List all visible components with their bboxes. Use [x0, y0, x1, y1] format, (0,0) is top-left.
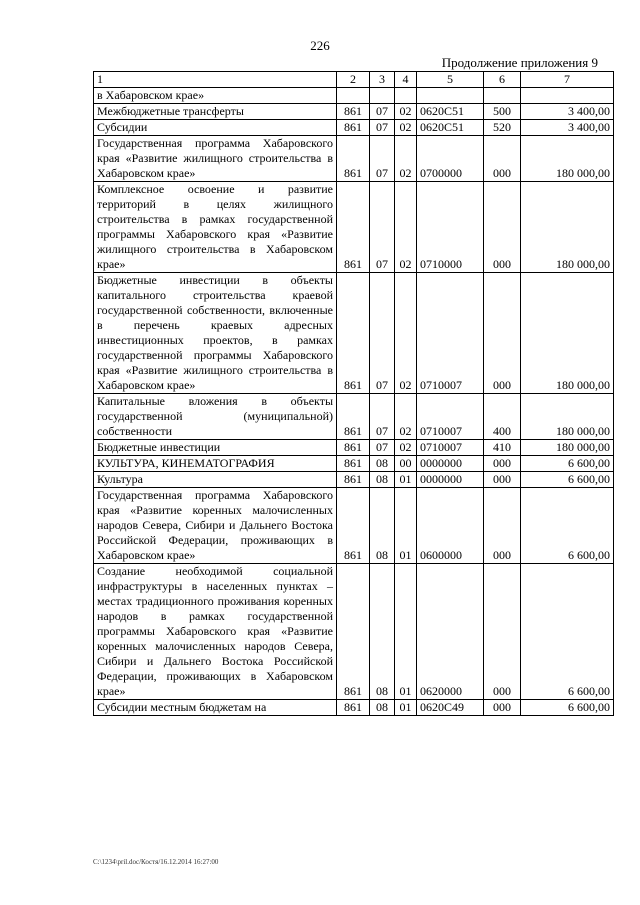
table-row [94, 564, 614, 700]
cell-expense-type: 520 [484, 120, 521, 136]
cell-target-article: 0700000 [417, 136, 484, 182]
cell-section [370, 88, 395, 104]
cell-subsection: 02 [395, 136, 417, 182]
cell-admin-code: 861 [337, 456, 370, 472]
cell-amount [521, 88, 614, 104]
header-cell: 4 [395, 72, 417, 88]
cell-target-article: 0710007 [417, 440, 484, 456]
cell-admin-code: 861 [337, 440, 370, 456]
page-number: 226 [310, 38, 330, 53]
table-row [94, 488, 614, 564]
cell-target-article: 0620000 [417, 564, 484, 700]
cell-subsection: 02 [395, 120, 417, 136]
cell-amount: 180 000,00 [521, 440, 614, 456]
table-row [94, 88, 614, 104]
table-row [94, 182, 614, 273]
cell-expense-type: 000 [484, 456, 521, 472]
cell-section: 07 [370, 182, 395, 273]
cell-target-article: 0710000 [417, 182, 484, 273]
cell-admin-code: 861 [337, 564, 370, 700]
cell-section: 08 [370, 700, 395, 716]
cell-expense-type: 000 [484, 488, 521, 564]
cell-section: 08 [370, 456, 395, 472]
cell-admin-code: 861 [337, 120, 370, 136]
cell-target-article [417, 88, 484, 104]
header-cell: 5 [417, 72, 484, 88]
table-row [94, 700, 614, 716]
cell-admin-code: 861 [337, 394, 370, 440]
cell-admin-code [337, 88, 370, 104]
row-description: Бюджетные инвестиции в объекты капитального строительства краевой государственной собственности, включенные в перечень краевых адресных инвестиционных проектов, в рамках государственной программы Хабаровского края «Развитие жилищного строительства в Хабаровском крае» [94, 273, 337, 394]
table-row [94, 273, 614, 394]
cell-expense-type: 000 [484, 472, 521, 488]
row-description: КУЛЬТУРА, КИНЕМАТОГРАФИЯ [94, 456, 337, 472]
cell-subsection: 02 [395, 273, 417, 394]
cell-expense-type: 500 [484, 104, 521, 120]
row-description: Капитальные вложения в объекты государственной (муниципальной) собственности [94, 394, 337, 440]
cell-subsection: 02 [395, 440, 417, 456]
header-cell: 1 [94, 72, 337, 88]
cell-amount: 6 600,00 [521, 700, 614, 716]
cell-target-article: 0000000 [417, 472, 484, 488]
cell-expense-type: 000 [484, 700, 521, 716]
cell-expense-type: 000 [484, 182, 521, 273]
cell-section: 07 [370, 104, 395, 120]
cell-target-article: 0000000 [417, 456, 484, 472]
cell-subsection: 02 [395, 394, 417, 440]
cell-target-article: 0710007 [417, 273, 484, 394]
cell-subsection: 02 [395, 182, 417, 273]
header-cell: 7 [521, 72, 614, 88]
row-description: Субсидии местным бюджетам на [94, 700, 337, 716]
cell-expense-type: 000 [484, 564, 521, 700]
row-description: Государственная программа Хабаровского края «Развитие жилищного строительства в Хабаровском крае» [94, 136, 337, 182]
cell-subsection: 00 [395, 456, 417, 472]
cell-subsection: 02 [395, 104, 417, 120]
row-description: в Хабаровском крае» [94, 88, 337, 104]
cell-expense-type: 000 [484, 273, 521, 394]
cell-target-article: 0600000 [417, 488, 484, 564]
header-cell: 2 [337, 72, 370, 88]
cell-section: 08 [370, 564, 395, 700]
header-cell: 3 [370, 72, 395, 88]
cell-target-article: 0620С51 [417, 120, 484, 136]
cell-amount: 6 600,00 [521, 488, 614, 564]
cell-expense-type: 000 [484, 136, 521, 182]
cell-admin-code: 861 [337, 182, 370, 273]
table-row [94, 136, 614, 182]
row-description: Бюджетные инвестиции [94, 440, 337, 456]
cell-admin-code: 861 [337, 136, 370, 182]
cell-section: 08 [370, 472, 395, 488]
table-row [94, 104, 614, 120]
cell-amount: 6 600,00 [521, 456, 614, 472]
cell-target-article: 0620С51 [417, 104, 484, 120]
cell-admin-code: 861 [337, 472, 370, 488]
row-description: Культура [94, 472, 337, 488]
cell-subsection: 01 [395, 564, 417, 700]
cell-expense-type: 410 [484, 440, 521, 456]
row-description: Субсидии [94, 120, 337, 136]
cell-section: 07 [370, 120, 395, 136]
cell-amount: 180 000,00 [521, 394, 614, 440]
cell-admin-code: 861 [337, 488, 370, 564]
cell-section: 07 [370, 136, 395, 182]
table-row [94, 456, 614, 472]
budget-table [93, 71, 614, 716]
cell-expense-type: 400 [484, 394, 521, 440]
cell-amount: 3 400,00 [521, 120, 614, 136]
cell-section: 07 [370, 440, 395, 456]
header-cell: 6 [484, 72, 521, 88]
row-description: Создание необходимой социальной инфраструктуры в населенных пунктах – местах традиционного проживания коренных народов в рамках государственной программы Хабаровского края «Развитие коренных малочисленных народов Севера, Сибири и Дальнего Востока Российской Федерации, проживающих в Хабаровском крае» [94, 564, 337, 700]
table-row [94, 472, 614, 488]
cell-amount: 180 000,00 [521, 182, 614, 273]
continuation-label: Продолжение приложения 9 [441, 55, 598, 70]
table-header-row [94, 72, 614, 88]
cell-section: 08 [370, 488, 395, 564]
cell-admin-code: 861 [337, 700, 370, 716]
row-description: Государственная программа Хабаровского края «Развитие коренных малочисленных народов Севера, Сибири и Дальнего Востока Российской Федерации, проживающих в Хабаровском крае» [94, 488, 337, 564]
cell-target-article: 0620С49 [417, 700, 484, 716]
row-description: Комплексное освоение и развитие территорий в целях жилищного строительства в рамках государственной программы Хабаровского края «Развитие жилищного строительства в Хабаровском крае» [94, 182, 337, 273]
cell-amount: 3 400,00 [521, 104, 614, 120]
cell-expense-type [484, 88, 521, 104]
cell-amount: 180 000,00 [521, 136, 614, 182]
table-row [94, 120, 614, 136]
cell-amount: 180 000,00 [521, 273, 614, 394]
row-description: Межбюджетные трансферты [94, 104, 337, 120]
cell-admin-code: 861 [337, 273, 370, 394]
file-path-footer: C:\1234\pril.doc/Костя/16.12.2014 16:27:00 [93, 858, 219, 866]
table-row [94, 440, 614, 456]
cell-section: 07 [370, 273, 395, 394]
cell-section: 07 [370, 394, 395, 440]
cell-subsection: 01 [395, 472, 417, 488]
cell-amount: 6 600,00 [521, 472, 614, 488]
cell-amount: 6 600,00 [521, 564, 614, 700]
cell-subsection [395, 88, 417, 104]
cell-target-article: 0710007 [417, 394, 484, 440]
cell-subsection: 01 [395, 700, 417, 716]
table-row [94, 394, 614, 440]
cell-subsection: 01 [395, 488, 417, 564]
cell-admin-code: 861 [337, 104, 370, 120]
